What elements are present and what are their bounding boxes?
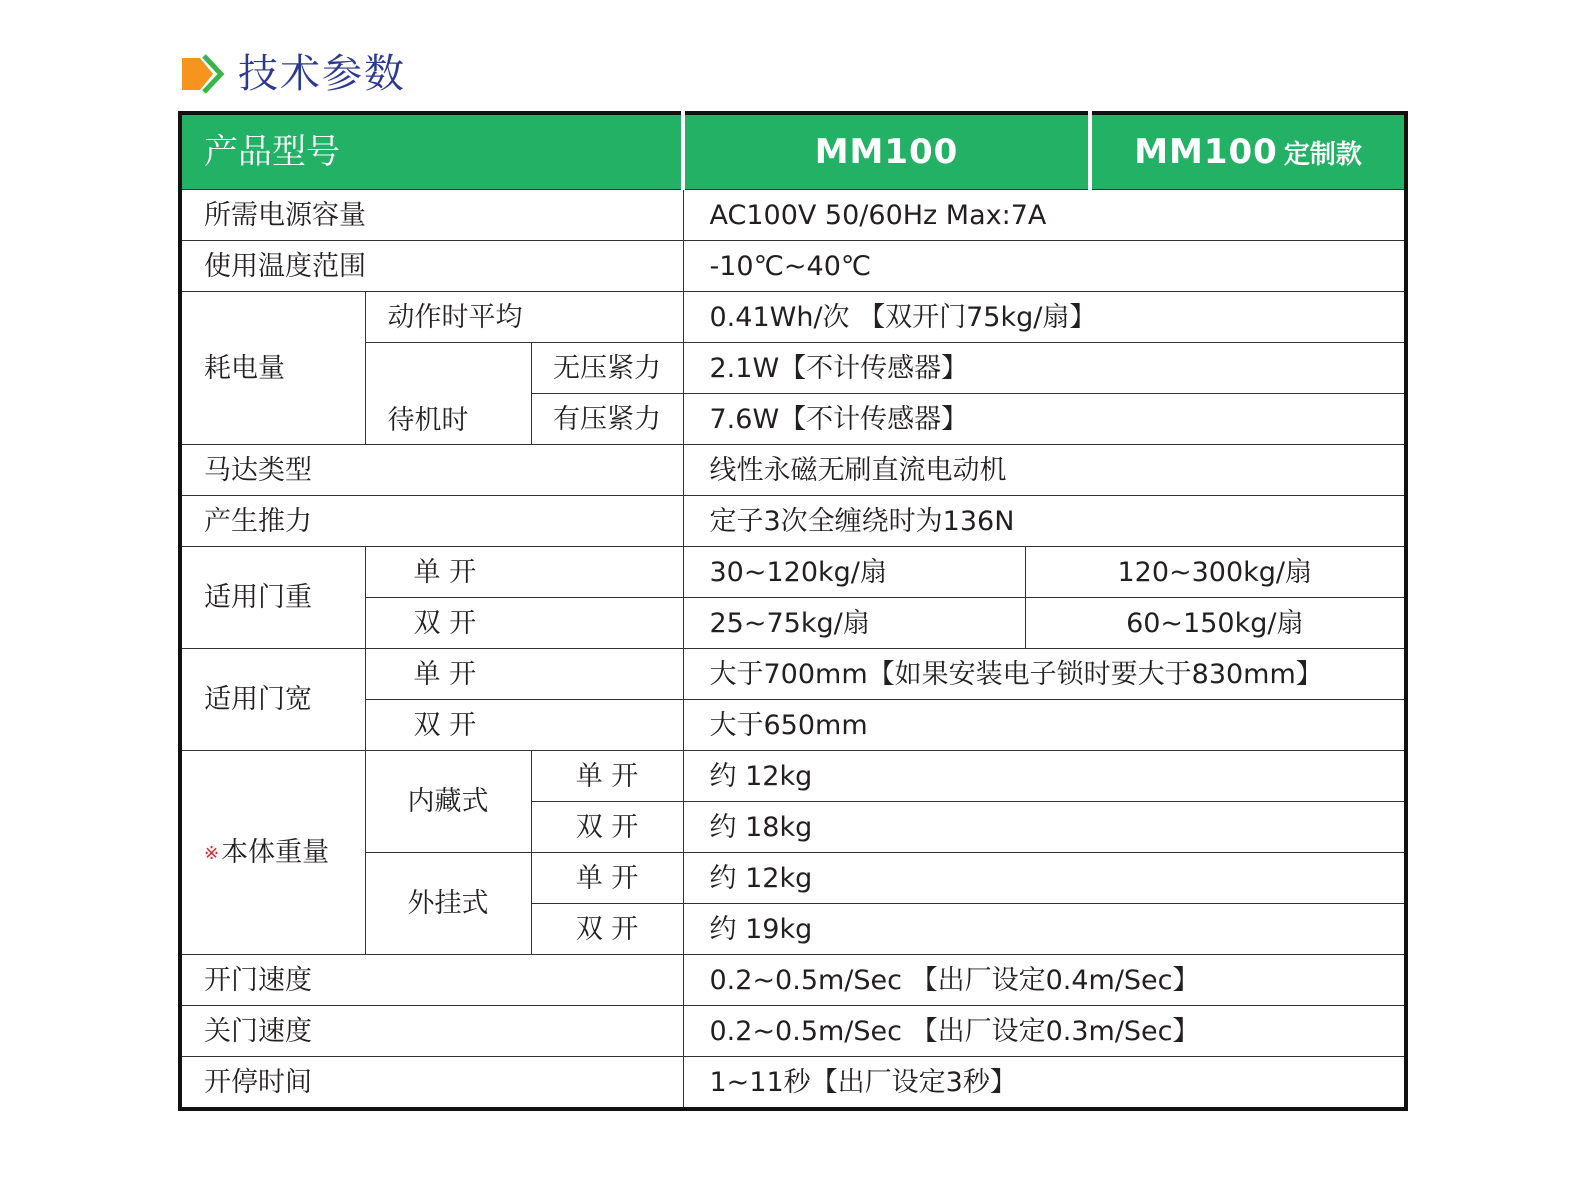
table-row	[180, 1057, 1406, 1110]
close-speed-value: 0.2~0.5m/Sec 【出厂设定0.3m/Sec】	[683, 1006, 1406, 1057]
motor-value: 线性永磁无刷直流电动机	[683, 445, 1406, 496]
concealed-single-label: 单 开	[531, 751, 683, 802]
power-supply-value: AC100V 50/60Hz Max:7A	[683, 190, 1406, 241]
standby-no-pressure-label: 无压紧力	[531, 343, 683, 394]
power-supply-label: 所需电源容量	[180, 190, 683, 241]
surface-double-label: 双 开	[531, 904, 683, 955]
consumption-operating-label: 动作时平均	[365, 292, 683, 343]
table-row	[180, 190, 1406, 241]
section-title: 技术参数	[238, 51, 406, 97]
standby-pressure-value: 7.6W【不计传感器】	[683, 394, 1406, 445]
hold-time-value: 1~11秒【出厂设定3秒】	[683, 1057, 1406, 1110]
close-speed-label: 关门速度	[180, 1006, 683, 1057]
header-model-1	[683, 113, 1090, 190]
double-chevron-icon	[180, 52, 226, 96]
standby-pressure-label: 有压紧力	[531, 394, 683, 445]
door-width-single-value: 大于700mm【如果安装电子锁时要大于830mm】	[683, 649, 1406, 700]
door-width-single-label: 单 开	[365, 649, 683, 700]
table-row	[180, 496, 1406, 547]
concealed-double-label: 双 开	[531, 802, 683, 853]
door-weight-single-value-1: 30~120kg/扇	[683, 547, 1025, 598]
table-row	[180, 1006, 1406, 1057]
thrust-value: 定子3次全缠绕时为136N	[683, 496, 1406, 547]
motor-label: 马达类型	[180, 445, 683, 496]
header-label: 产品型号	[180, 113, 683, 190]
model-2-suffix: 定制款	[1283, 140, 1362, 170]
table-row	[180, 292, 1406, 343]
door-weight-label: 适用门重	[180, 547, 365, 649]
door-weight-single-label: 单 开	[365, 547, 683, 598]
table-row	[180, 649, 1406, 700]
surface-single-value: 约 12kg	[683, 853, 1406, 904]
door-width-label: 适用门宽	[180, 649, 365, 751]
model-1-name: MM100	[814, 132, 959, 172]
surface-type-label: 外挂式	[365, 853, 531, 955]
table-row	[180, 547, 1406, 598]
temperature-label: 使用温度范围	[180, 241, 683, 292]
header-row	[180, 113, 1406, 190]
door-weight-single-value-2: 120~300kg/扇	[1025, 547, 1406, 598]
door-width-double-value: 大于650mm	[683, 700, 1406, 751]
hold-time-label: 开停时间	[180, 1057, 683, 1110]
concealed-single-value: 约 12kg	[683, 751, 1406, 802]
door-weight-double-label: 双 开	[365, 598, 683, 649]
spec-table	[178, 111, 1408, 1111]
consumption-standby-label: 待机时	[365, 343, 531, 445]
concealed-double-value: 约 18kg	[683, 802, 1406, 853]
table-row	[180, 445, 1406, 496]
body-weight-label: 本体重量	[221, 837, 330, 868]
temperature-value: -10℃~40℃	[683, 241, 1406, 292]
table-row	[180, 241, 1406, 292]
surface-single-label: 单 开	[531, 853, 683, 904]
standby-no-pressure-value: 2.1W【不计传感器】	[683, 343, 1406, 394]
consumption-label: 耗电量	[180, 292, 365, 445]
body-weight-label-cell	[180, 751, 365, 955]
door-weight-double-value-2: 60~150kg/扇	[1025, 598, 1406, 649]
thrust-label: 产生推力	[180, 496, 683, 547]
surface-double-value: 约 19kg	[683, 904, 1406, 955]
table-row	[180, 751, 1406, 802]
door-weight-double-value-1: 25~75kg/扇	[683, 598, 1025, 649]
model-2-name: MM100	[1134, 132, 1278, 172]
table-row	[180, 955, 1406, 1006]
open-speed-label: 开门速度	[180, 955, 683, 1006]
consumption-operating-value: 0.41Wh/次 【双开门75kg/扇】	[683, 292, 1406, 343]
header-model-2	[1090, 113, 1406, 190]
door-width-double-label: 双 开	[365, 700, 683, 751]
note-mark: ※	[204, 842, 220, 864]
concealed-type-label: 内藏式	[365, 751, 531, 853]
section-heading	[180, 48, 406, 100]
open-speed-value: 0.2~0.5m/Sec 【出厂设定0.4m/Sec】	[683, 955, 1406, 1006]
